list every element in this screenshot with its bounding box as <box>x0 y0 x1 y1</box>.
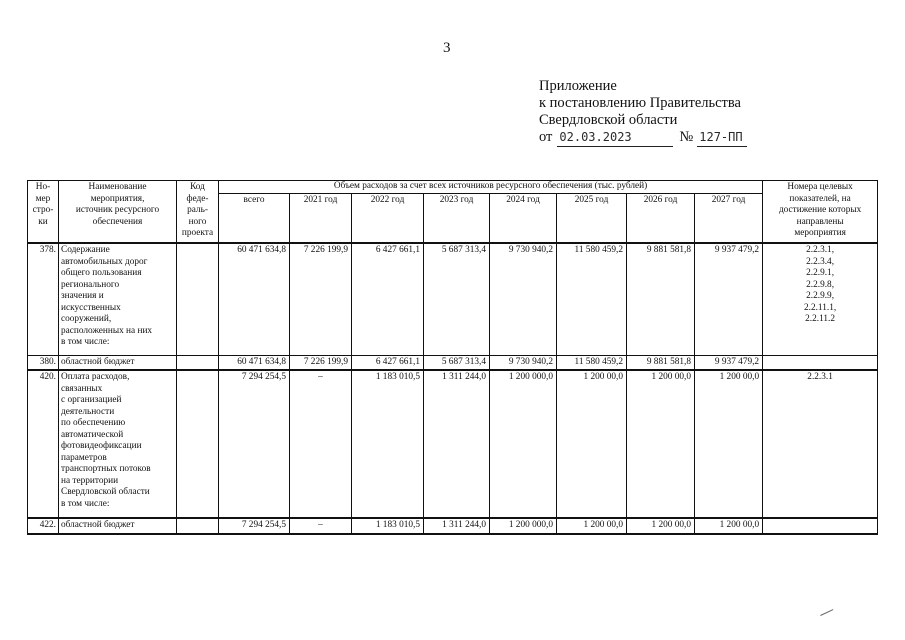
row-2021: 7 226 199,9 <box>290 243 352 355</box>
row-2026: 9 881 581,8 <box>627 243 695 355</box>
row-2023: 1 311 244,0 <box>424 518 490 534</box>
header-targets: Номера целевых показателей, на достижение которых направлены мероприятия <box>763 181 878 244</box>
row-2021: – <box>290 518 352 534</box>
row-code <box>177 243 219 355</box>
row-code <box>177 355 219 370</box>
row-total: 7 294 254,5 <box>219 370 290 518</box>
row-2022: 1 183 010,5 <box>352 518 424 534</box>
row-number: 380. <box>28 355 59 370</box>
row-name: областной бюджет <box>59 518 177 534</box>
expenses-table <box>27 180 878 535</box>
row-2026: 1 200 00,0 <box>627 370 695 518</box>
row-total: 7 294 254,5 <box>219 518 290 534</box>
row-2025: 1 200 00,0 <box>557 370 627 518</box>
table-row <box>28 355 878 370</box>
header-total: всего <box>219 193 290 243</box>
row-2022: 6 427 661,1 <box>352 355 424 370</box>
table-row <box>28 518 878 534</box>
row-total: 60 471 634,8 <box>219 355 290 370</box>
row-2023: 1 311 244,0 <box>424 370 490 518</box>
date-prefix: от <box>539 129 553 145</box>
row-2021: – <box>290 370 352 518</box>
appendix-block <box>539 78 747 147</box>
row-2024: 1 200 000,0 <box>490 518 557 534</box>
row-2022: 6 427 661,1 <box>352 243 424 355</box>
appendix-title: Приложение <box>539 78 617 94</box>
row-2022: 1 183 010,5 <box>352 370 424 518</box>
pen-mark <box>820 609 834 617</box>
row-2027: 1 200 00,0 <box>695 518 763 534</box>
table-row <box>28 243 878 355</box>
row-targets: 2.2.3.1 <box>763 370 878 518</box>
row-targets: 2.2.3.1, 2.2.3.4, 2.2.9.1, 2.2.9.8, 2.2.9.9, 2.2.11.1, 2.2.11.2 <box>763 243 878 355</box>
row-number: 422. <box>28 518 59 534</box>
header-2021: 2021 год <box>290 193 352 243</box>
row-name: Оплата расходов, связанных с организацией деятельности по обеспечению автоматической фотовидеофиксации параметров транспортных потоков на территории Свердловской области в том числе: <box>59 370 177 518</box>
row-2027: 9 937 479,2 <box>695 243 763 355</box>
header-2022: 2022 год <box>352 193 424 243</box>
header-2025: 2025 год <box>557 193 627 243</box>
row-2023: 5 687 313,4 <box>424 355 490 370</box>
row-2024: 9 730 940,2 <box>490 355 557 370</box>
appendix-date-number <box>539 129 747 147</box>
header-name: Наименование мероприятия, источник ресурсного обеспечения <box>59 181 177 244</box>
row-name: Содержание автомобильных дорог общего пользования регионального значения и искусственных сооружений, расположенных на них в том числе: <box>59 243 177 355</box>
row-targets <box>763 518 878 534</box>
row-code <box>177 370 219 518</box>
row-2021: 7 226 199,9 <box>290 355 352 370</box>
row-2027: 9 937 479,2 <box>695 355 763 370</box>
row-number: 378. <box>28 243 59 355</box>
resolution-date: 02.03.2023 <box>557 129 673 147</box>
row-2025: 11 580 459,2 <box>557 243 627 355</box>
row-code <box>177 518 219 534</box>
row-2024: 9 730 940,2 <box>490 243 557 355</box>
appendix-line-region: Свердловской области <box>539 112 678 128</box>
row-total: 60 471 634,8 <box>219 243 290 355</box>
header-2023: 2023 год <box>424 193 490 243</box>
page-number: 3 <box>443 40 451 56</box>
table-row <box>28 370 878 518</box>
resolution-number: 127-ПП <box>697 129 747 147</box>
row-number: 420. <box>28 370 59 518</box>
row-2023: 5 687 313,4 <box>424 243 490 355</box>
row-2024: 1 200 000,0 <box>490 370 557 518</box>
row-2025: 1 200 00,0 <box>557 518 627 534</box>
appendix-line-resolution: к постановлению Правительства <box>539 95 741 111</box>
header-2027: 2027 год <box>695 193 763 243</box>
row-2027: 1 200 00,0 <box>695 370 763 518</box>
number-sign: № <box>679 129 694 145</box>
row-2025: 11 580 459,2 <box>557 355 627 370</box>
header-2026: 2026 год <box>627 193 695 243</box>
row-2026: 1 200 00,0 <box>627 518 695 534</box>
header-2024: 2024 год <box>490 193 557 243</box>
table-header-row <box>28 181 878 194</box>
row-name: областной бюджет <box>59 355 177 370</box>
header-volume: Объем расходов за счет всех источников ресурсного обеспечения (тыс. рублей) <box>219 181 763 194</box>
row-2026: 9 881 581,8 <box>627 355 695 370</box>
header-row-number: Но- мер стро- ки <box>28 181 59 244</box>
row-targets <box>763 355 878 370</box>
header-federal-code: Код феде- раль- ного проекта <box>177 181 219 244</box>
